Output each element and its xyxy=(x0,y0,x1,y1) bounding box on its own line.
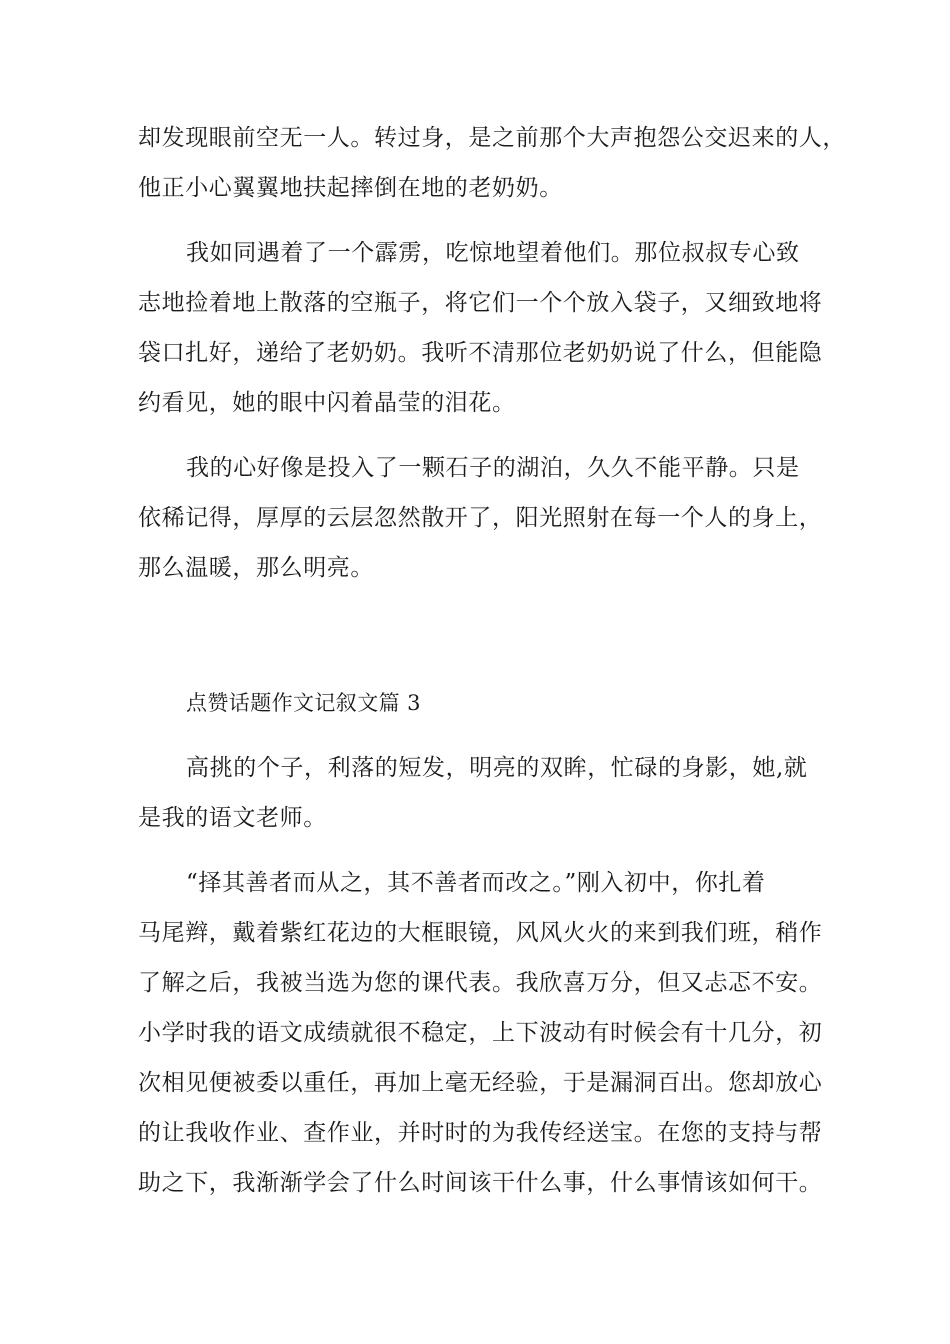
section-title: 点赞话题作文记叙文篇 3 xyxy=(186,691,421,715)
paragraph-line: 马尾辫，戴着紫红花边的大框眼镜，风风火火的来到我们班，稍作 xyxy=(138,920,823,946)
paragraph-line: 小学时我的语文成绩就很不稳定，上下波动有时候会有十几分，初 xyxy=(138,1020,823,1046)
paragraph-line: 是我的语文老师。 xyxy=(138,805,327,831)
paragraph-line: 袋口扎好，递给了老奶奶。我听不清那位老奶奶说了什么，但能隐 xyxy=(138,340,823,366)
paragraph-line: 我的心好像是投入了一颗石子的湖泊，久久不能平静。只是 xyxy=(186,455,800,481)
paragraph-line: 却发现眼前空无一人。转过身，是之前那个大声抱怨公交迟来的人， xyxy=(138,125,846,151)
paragraph-line: 志地捡着地上散落的空瓶子，将它们一个个放入袋子，又细致地将 xyxy=(138,290,823,316)
paragraph-line: 次相见便被委以重任，再加上毫无经验，于是漏洞百出。您却放心 xyxy=(138,1070,823,1096)
paragraph-line: “择其善者而从之，其不善者而改之。”刚入初中，你扎着 xyxy=(186,870,766,896)
paragraph-line: 我如同遇着了一个霹雳，吃惊地望着他们。那位叔叔专心致 xyxy=(186,240,800,266)
paragraph-line: 约看见，她的眼中闪着晶莹的泪花。 xyxy=(138,390,516,416)
paragraph-line: 那么温暖，那么明亮。 xyxy=(138,555,374,581)
paragraph-line: 助之下，我渐渐学会了什么时间该干什么事，什么事情该如何干。 xyxy=(138,1170,823,1196)
paragraph-line: 高挑的个子，利落的短发，明亮的双眸，忙碌的身影，她,就 xyxy=(186,755,808,781)
paragraph-line: 他正小心翼翼地扶起摔倒在地的老奶奶。 xyxy=(138,175,563,201)
paragraph-line: 了解之后，我被当选为您的课代表。我欣喜万分，但又忐忑不安。 xyxy=(138,970,823,996)
paragraph-line: 的让我收作业、查作业，并时时的为我传经送宝。在您的支持与帮 xyxy=(138,1120,823,1146)
paragraph-line: 依稀记得，厚厚的云层忽然散开了，阳光照射在每一个人的身上， xyxy=(138,505,823,531)
